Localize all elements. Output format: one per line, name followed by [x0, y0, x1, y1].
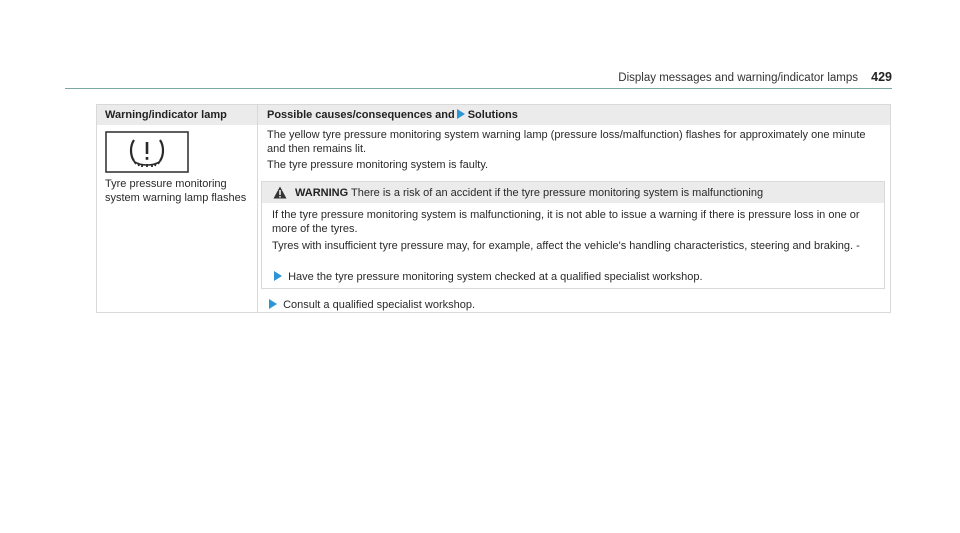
- lamp-description: Tyre pressure monitoring system warning lamp flashes: [105, 178, 247, 204]
- warning-title-text: There is a risk of an accident if the tyre pressure monitoring system is malfunctioning: [351, 187, 764, 199]
- warning-box: [261, 181, 885, 289]
- column-header-lamp: Warning/indicator lamp: [105, 109, 227, 121]
- cause-paragraph-2: The tyre pressure monitoring system is faulty.: [267, 159, 489, 171]
- page-header: [65, 68, 892, 89]
- arrow-right-icon: [269, 299, 277, 309]
- table-header: [97, 105, 890, 125]
- cause-paragraph-1: The yellow tyre pressure monitoring system warning lamp (pressure loss/malfunction) flashes for approximately one minute and then remains lit.: [267, 129, 866, 155]
- column-header-causes-suffix: Solutions: [467, 109, 518, 121]
- column-header-causes: [267, 109, 518, 121]
- warning-action: [272, 271, 877, 285]
- arrow-right-icon: [457, 109, 465, 119]
- warning-triangle-icon: [273, 186, 287, 204]
- warning-title: [295, 187, 763, 199]
- final-action-text: Consult a qualified specialist workshop.: [283, 299, 476, 311]
- page-number: 429: [871, 70, 892, 84]
- arrow-right-icon: [274, 271, 282, 281]
- warning-action-text: Have the tyre pressure monitoring system checked at a qualified specialist workshop.: [288, 271, 703, 283]
- tyre-pressure-warning-icon: [105, 131, 189, 178]
- warning-header: [262, 182, 884, 203]
- header-title: Display messages and warning/indicator lamps: [618, 72, 858, 84]
- warning-paragraph-1: If the tyre pressure monitoring system is malfunctioning, it is not able to issue a warning if there is pressure loss in one or more of the tyres.: [272, 209, 860, 235]
- final-action: [267, 299, 877, 313]
- warning-paragraph-2: Tyres with insufficient tyre pressure may, for example, affect the vehicle's handling characteristics, steering and braking. -: [272, 240, 860, 252]
- warning-lamp-table: [96, 104, 891, 313]
- column-header-causes-prefix: Possible causes/consequences and: [267, 109, 455, 121]
- column-divider: [257, 105, 258, 312]
- warning-label: WARNING: [295, 187, 349, 199]
